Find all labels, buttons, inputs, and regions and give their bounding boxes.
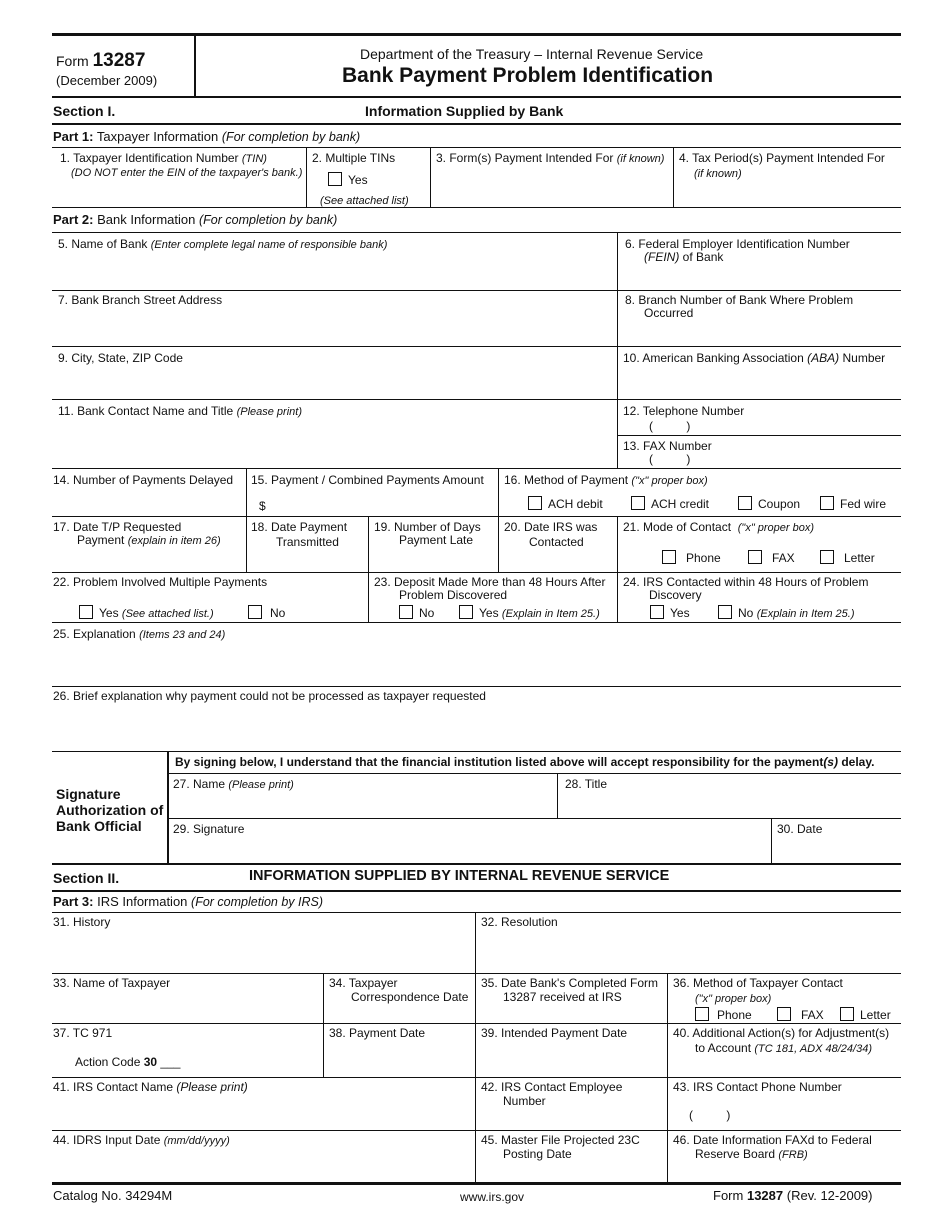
field-32-resolution[interactable]: 32. Resolution (481, 915, 558, 929)
field-34-correspondence[interactable]: 34. Taxpayer (329, 976, 398, 990)
field-27-name[interactable]: 27. Name (Please print) (173, 777, 294, 791)
field-1-note: (DO NOT enter the EIN of the taxpayer's bank.) (71, 167, 303, 179)
field-8-line2: Occurred (644, 306, 694, 320)
field-17-line2: Payment (explain in item 26) (77, 533, 221, 547)
field-23-no-checkbox[interactable]: No (399, 605, 434, 620)
field-19-days-late[interactable]: 19. Number of Days (374, 520, 481, 534)
field-22-no-checkbox[interactable]: No (248, 605, 285, 620)
field-22-multiple-payments: 22. Problem Involved Multiple Payments (53, 575, 268, 589)
field-39-intended-date[interactable]: 39. Intended Payment Date (481, 1026, 628, 1040)
taxpayer-letter-checkbox[interactable]: Letter (840, 1007, 891, 1022)
field-19-line2: Payment Late (399, 533, 474, 547)
field-7-street[interactable]: 7. Bank Branch Street Address (58, 293, 223, 307)
field-4-tax-period[interactable]: 4. Tax Period(s) Payment Intended For (679, 151, 885, 165)
field-35-date-received[interactable]: 35. Date Bank's Completed Form (481, 976, 659, 990)
signature-label-3: Bank Official (56, 818, 142, 834)
field-43-paren: ( ) (689, 1108, 731, 1122)
contact-phone-checkbox[interactable]: Phone (662, 550, 721, 565)
field-29-signature[interactable]: 29. Signature (173, 822, 245, 836)
field-46-line2: Reserve Board (FRB) (695, 1147, 808, 1161)
field-24-line2: Discovery (649, 588, 702, 602)
field-31-history[interactable]: 31. History (53, 915, 111, 929)
field-30-date[interactable]: 30. Date (777, 822, 823, 836)
coupon-checkbox[interactable]: Coupon (738, 496, 800, 511)
field-18-line2: Transmitted (276, 535, 339, 549)
field-18-date-transmitted[interactable]: 18. Date Payment (251, 520, 348, 534)
field-21-mode: 21. Mode of Contact ("x" proper box) (623, 520, 815, 534)
field-3-forms[interactable]: 3. Form(s) Payment Intended For (if known) (436, 151, 665, 165)
field-26-brief-explanation[interactable]: 26. Brief explanation why payment could not be processed as taxpayer requested (53, 689, 486, 703)
field-6-fein[interactable]: 6. Federal Employer Identification Number (625, 237, 850, 251)
field-37-action-code[interactable]: Action Code 30 ___ (75, 1055, 181, 1069)
form-label: Form 13287 (56, 50, 146, 71)
catalog-number: Catalog No. 34294M (53, 1188, 173, 1203)
field-23-line2: Problem Discovered (399, 588, 508, 602)
taxpayer-phone-checkbox[interactable]: Phone (695, 1007, 752, 1022)
field-4-note: (if known) (694, 168, 742, 180)
field-42-employee-number[interactable]: 42. IRS Contact Employee (481, 1080, 623, 1094)
field-44-idrs-date[interactable]: 44. IDRS Input Date (mm/dd/yyyy) (53, 1133, 230, 1147)
part2-heading: Part 2: Bank Information (For completion by bank) (53, 212, 338, 227)
field-17-date-requested[interactable]: 17. Date T/P Requested (53, 520, 182, 534)
field-8-branch[interactable]: 8. Branch Number of Bank Where Problem (625, 293, 854, 307)
field-22-yes-checkbox[interactable]: Yes (See attached list.) (79, 605, 214, 620)
ach-credit-checkbox[interactable]: ACH credit (631, 496, 709, 511)
form-title: Bank Payment Problem Identification (342, 64, 714, 87)
field-36-method: 36. Method of Taxpayer Contact (673, 976, 843, 990)
ach-debit-checkbox[interactable]: ACH debit (528, 496, 603, 511)
field-11-contact[interactable]: 11. Bank Contact Name and Title (Please print) (58, 404, 302, 418)
section2-title: INFORMATION SUPPLIED BY INTERNAL REVENUE SERVICE (249, 868, 670, 884)
field-36-note: ("x" proper box) (695, 993, 772, 1005)
field-20-line2: Contacted (529, 535, 584, 549)
form-date: (December 2009) (56, 73, 158, 88)
field-33-taxpayer-name[interactable]: 33. Name of Taxpayer (53, 976, 171, 990)
field-45-line2: Posting Date (503, 1147, 572, 1161)
field-41-irs-contact-name[interactable]: 41. IRS Contact Name (Please print) (53, 1080, 248, 1094)
field-2-note: (See attached list) (320, 195, 409, 207)
field-23-deposit: 23. Deposit Made More than 48 Hours After (374, 575, 606, 589)
irs-url: www.irs.gov (460, 1190, 525, 1204)
field-38-payment-date[interactable]: 38. Payment Date (329, 1026, 426, 1040)
contact-letter-checkbox[interactable]: Letter (820, 550, 875, 565)
section1-label: Section I. (53, 103, 116, 119)
field-20-date-irs[interactable]: 20. Date IRS was (504, 520, 598, 534)
footer-form-id: Form 13287 (Rev. 12-2009) (713, 1188, 873, 1203)
field-46-fax-date[interactable]: 46. Date Information FAXd to Federal (673, 1133, 872, 1147)
dollar-sign: $ (259, 499, 266, 513)
part3-heading: Part 3: IRS Information (For completion by IRS) (53, 894, 324, 909)
field-2-yes-checkbox[interactable]: Yes (328, 172, 368, 187)
field-42-line2: Number (503, 1094, 546, 1108)
field-1-tin[interactable]: 1. Taxpayer Identification Number (TIN) (60, 151, 267, 165)
field-5-bank-name[interactable]: 5. Name of Bank (Enter complete legal name of responsible bank) (58, 237, 388, 251)
signature-label-2: Authorization of (56, 802, 164, 818)
field-23-yes-checkbox[interactable]: Yes (Explain in Item 25.) (459, 605, 600, 620)
taxpayer-fax-checkbox[interactable]: FAX (777, 1007, 824, 1022)
field-28-title[interactable]: 28. Title (565, 777, 608, 791)
field-35-line2: 13287 received at IRS (503, 990, 622, 1004)
field-24-yes-checkbox[interactable]: Yes (650, 605, 690, 620)
field-45-master-file[interactable]: 45. Master File Projected 23C (481, 1133, 640, 1147)
field-24-no-checkbox[interactable]: No (Explain in Item 25.) (718, 605, 855, 620)
field-16-method: 16. Method of Payment ("x" proper box) (504, 473, 708, 487)
part1-heading: Part 1: Taxpayer Information (For completion by bank) (53, 129, 361, 144)
field-37-tc971[interactable]: 37. TC 971 (53, 1026, 113, 1040)
field-40-line2: to Account (TC 181, ADX 48/24/34) (695, 1041, 872, 1055)
field-2-multiple-tins: 2. Multiple TINs (312, 151, 396, 165)
section2-label: Section II. (53, 870, 120, 886)
field-24-irs-contacted: 24. IRS Contacted within 48 Hours of Problem (623, 575, 869, 589)
field-12-phone[interactable]: 12. Telephone Number (623, 404, 745, 418)
field-13-fax[interactable]: 13. FAX Number (623, 439, 712, 453)
field-14-num-payments[interactable]: 14. Number of Payments Delayed (53, 473, 234, 487)
field-10-aba[interactable]: 10. American Banking Association (ABA) Number (623, 351, 886, 365)
field-40-additional-actions[interactable]: 40. Additional Action(s) for Adjustment(s) (673, 1026, 890, 1040)
field-13-paren: ( ) (649, 452, 691, 466)
field-12-paren: ( ) (649, 419, 691, 433)
fed-wire-checkbox[interactable]: Fed wire (820, 496, 886, 511)
signature-statement: By signing below, I understand that the financial institution listed above will accept responsibility for the payment(s) delay. (175, 755, 875, 769)
signature-label-1: Signature (56, 786, 121, 802)
field-15-amount[interactable]: 15. Payment / Combined Payments Amount (251, 473, 484, 487)
agency-name: Department of the Treasury – Internal Revenue Service (360, 46, 704, 62)
field-43-irs-phone[interactable]: 43. IRS Contact Phone Number (673, 1080, 842, 1094)
section1-title: Information Supplied by Bank (365, 103, 564, 119)
field-25-explanation[interactable]: 25. Explanation (Items 23 and 24) (53, 627, 226, 641)
contact-fax-checkbox[interactable]: FAX (748, 550, 795, 565)
field-34-line2: Correspondence Date (351, 990, 469, 1004)
field-6-line2: (FEIN) of Bank (644, 250, 724, 264)
field-9-city[interactable]: 9. City, State, ZIP Code (58, 351, 183, 365)
